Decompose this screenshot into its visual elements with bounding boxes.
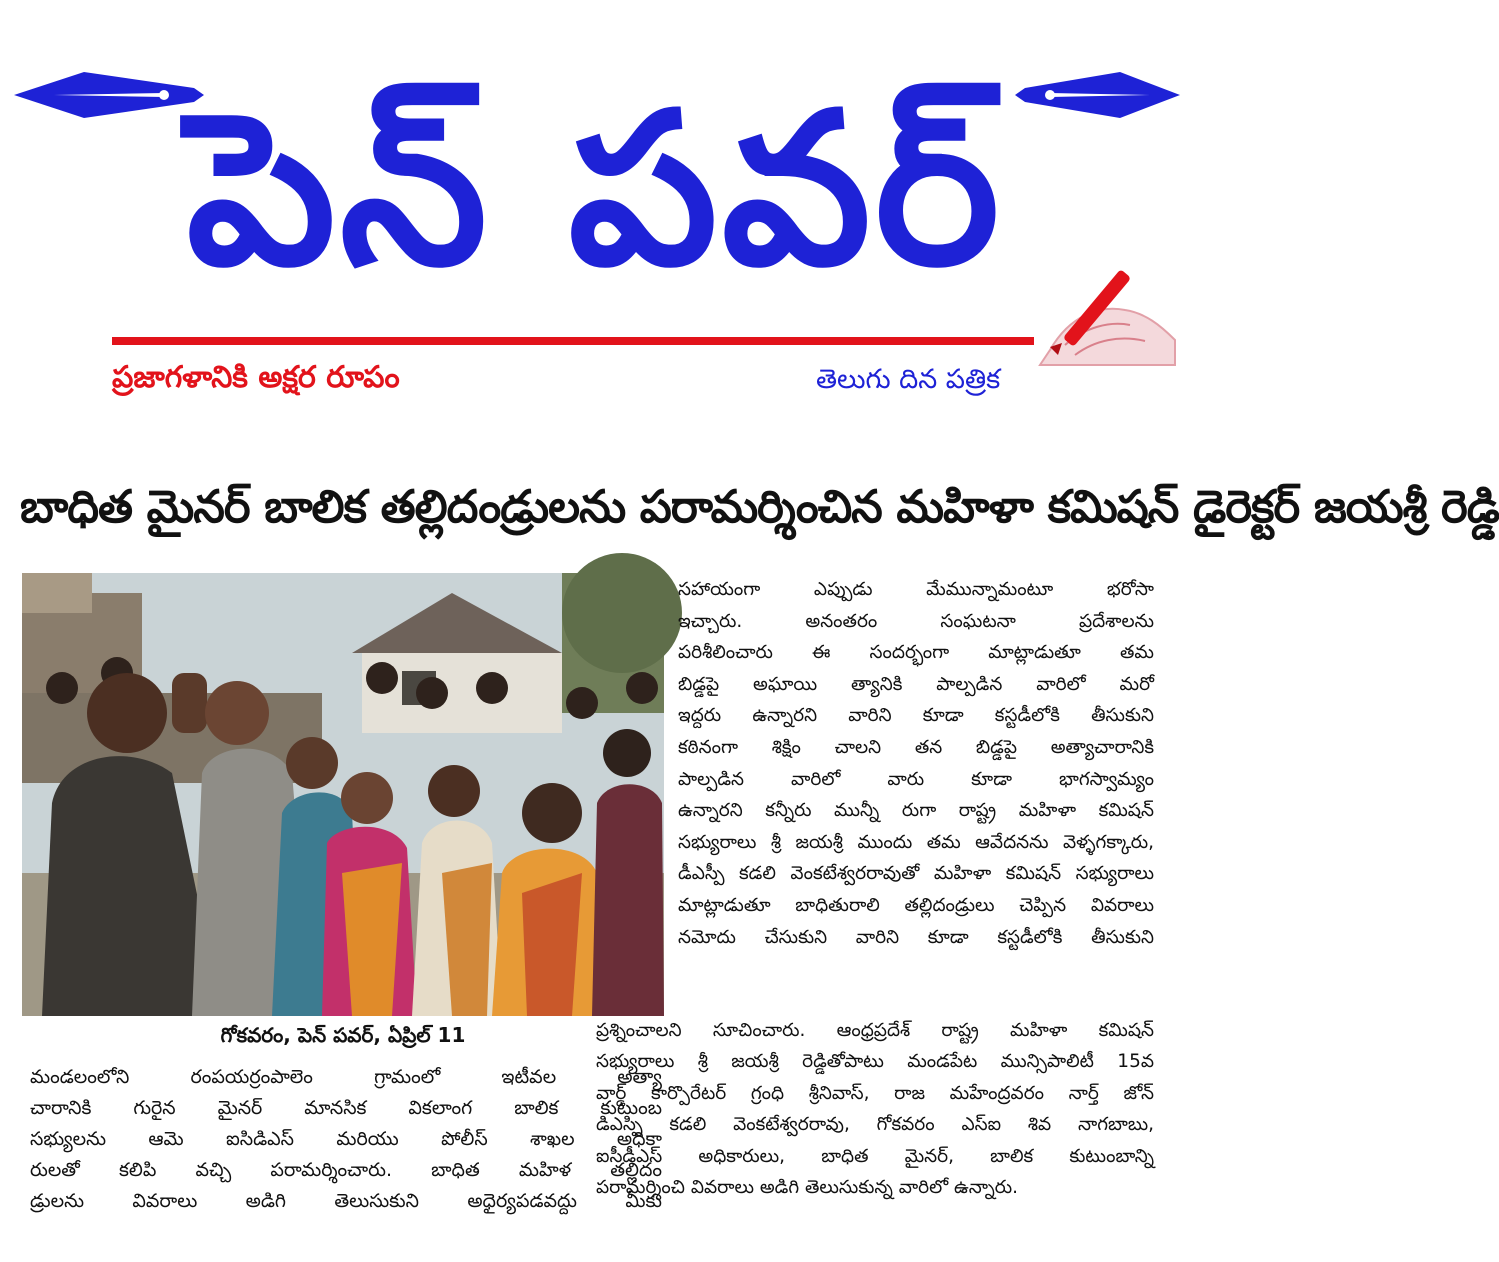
body-line: పరిశీలించారు ఈ సందర్భంగా మాట్లాడుతూ తమ bbox=[678, 642, 1154, 664]
news-photo-icon bbox=[22, 573, 664, 1016]
body-line: పాల్పడిన వారిలో వారు కూడా భాగస్వామ్యం bbox=[678, 768, 1154, 790]
body-line: ప్రశ్నించాలని సూచించారు. ఆంధ్రప్రదేశ్ రాష్ట్ర మహిళా కమిషన్ bbox=[596, 1020, 1154, 1041]
masthead-divider bbox=[112, 337, 1034, 345]
body-line: ఐసీడీఎస్ అధికారులు, బాధిత మైనర్, బాలిక కుటుంబాన్ని bbox=[596, 1145, 1154, 1167]
article-headline: బాధిత మైనర్ బాలిక తల్లిదండ్రులను పరామర్శించిన మహిళా కమిషన్ డైరెక్టర్ జయశ్రీ రెడ్డి bbox=[20, 480, 1499, 533]
body-line: చారానికి గురైన మైనర్ మానసిక వికలాంగ బాలిక కుటుంబ bbox=[30, 1097, 662, 1119]
body-line: ఇద్దరు ఉన్నారని వారిని కూడా కస్టడీలోకి తీసుకుని bbox=[678, 705, 1154, 727]
body-line: వార్డ్ కార్పొరేటర్ గ్రంధి శ్రీనివాస్, రాజ మహేంద్రవరం నార్త్ జోన్ bbox=[596, 1082, 1154, 1104]
article-bottom-right-column bbox=[596, 1015, 1154, 1255]
hand-writing-pen-icon bbox=[1030, 255, 1180, 365]
masthead bbox=[0, 0, 1181, 410]
body-line: డిఎస్పి కడలి వెంకటేశ్వరరావు, గోకవరం ఎస్ఐ శివ నాగబాబు, bbox=[596, 1114, 1154, 1136]
body-line: మండలంలోని రంపయర్రంపాలెం గ్రామంలో ఇటీవల అత్యా bbox=[30, 1066, 662, 1088]
body-line: సహాయంగా ఎప్పుడు మేమున్నామంటూ భరోసా bbox=[678, 579, 1154, 600]
article-right-column bbox=[678, 574, 1154, 1012]
body-line: కఠినంగా శిక్షిం చాలని తన బిడ్డపై అత్యాచారానికి bbox=[678, 736, 1154, 758]
body-line: రులతో కలిపి వచ్చి పరామర్శించారు. బాధిత మహిళ తల్లిదం bbox=[30, 1159, 662, 1181]
body-line: సభ్యురాలు శ్రీ జయశ్రీ ముందు తమ ఆవేదనను వెళ్ళగక్కారు, bbox=[678, 831, 1154, 853]
body-line: బిడ్డపై అఘాయి త్యానికి పాల్పడిన వారిలో మరో bbox=[678, 673, 1154, 695]
body-line: నమోదు చేసుకుని వారిని కూడా కస్టడీలోకి తీసుకుని bbox=[678, 926, 1154, 948]
masthead-tagline: ప్రజాగళానికి అక్షర రూపం bbox=[112, 360, 400, 395]
article-dateline: గోకవరం, పెన్ పవర్, ఏప్రిల్ 11 bbox=[220, 1023, 466, 1047]
body-line: పరామర్శించి వివరాలు అడిగి తెలుసుకున్న వారిలో ఉన్నారు. bbox=[596, 1176, 1019, 1198]
body-line: డీఎస్పీ కడలి వెంకటేశ్వరరావుతో మహిళా కమిషన్ సభ్యురాలు bbox=[678, 863, 1154, 885]
body-line: సభ్యురాలు శ్రీ జయశ్రీ రెడ్డితోపాటు మండపేట మున్సిపాలిటీ 15వ bbox=[596, 1051, 1154, 1073]
masthead-paper-type: తెలుగు దిన పత్రిక bbox=[816, 364, 1001, 395]
body-line: సభ్యులను ఆమె ఐసిడిఎస్ మరియు పోలీస్ శాఖల అధికా bbox=[30, 1128, 662, 1150]
news-photo bbox=[22, 573, 664, 1016]
article-left-column bbox=[30, 1062, 662, 1252]
body-line: ఇచ్చారు. అనంతరం సంఘటనా ప్రదేశాలను bbox=[678, 610, 1154, 632]
body-line: మాట్లాడుతూ బాధితురాలి తల్లిదండ్రులు చెప్పిన వివరాలు bbox=[678, 894, 1154, 916]
body-line: ఉన్నారని కన్నీరు మున్నీ రుగా రాష్ట్ర మహిళా కమిషన్ bbox=[678, 800, 1154, 822]
newspaper-logo-title: పెన్ పవర్ bbox=[186, 67, 1004, 312]
body-line: డ్రులను వివరాలు అడిగి తెలుసుకుని అధైర్యపడవద్దు మీకు bbox=[30, 1190, 662, 1212]
